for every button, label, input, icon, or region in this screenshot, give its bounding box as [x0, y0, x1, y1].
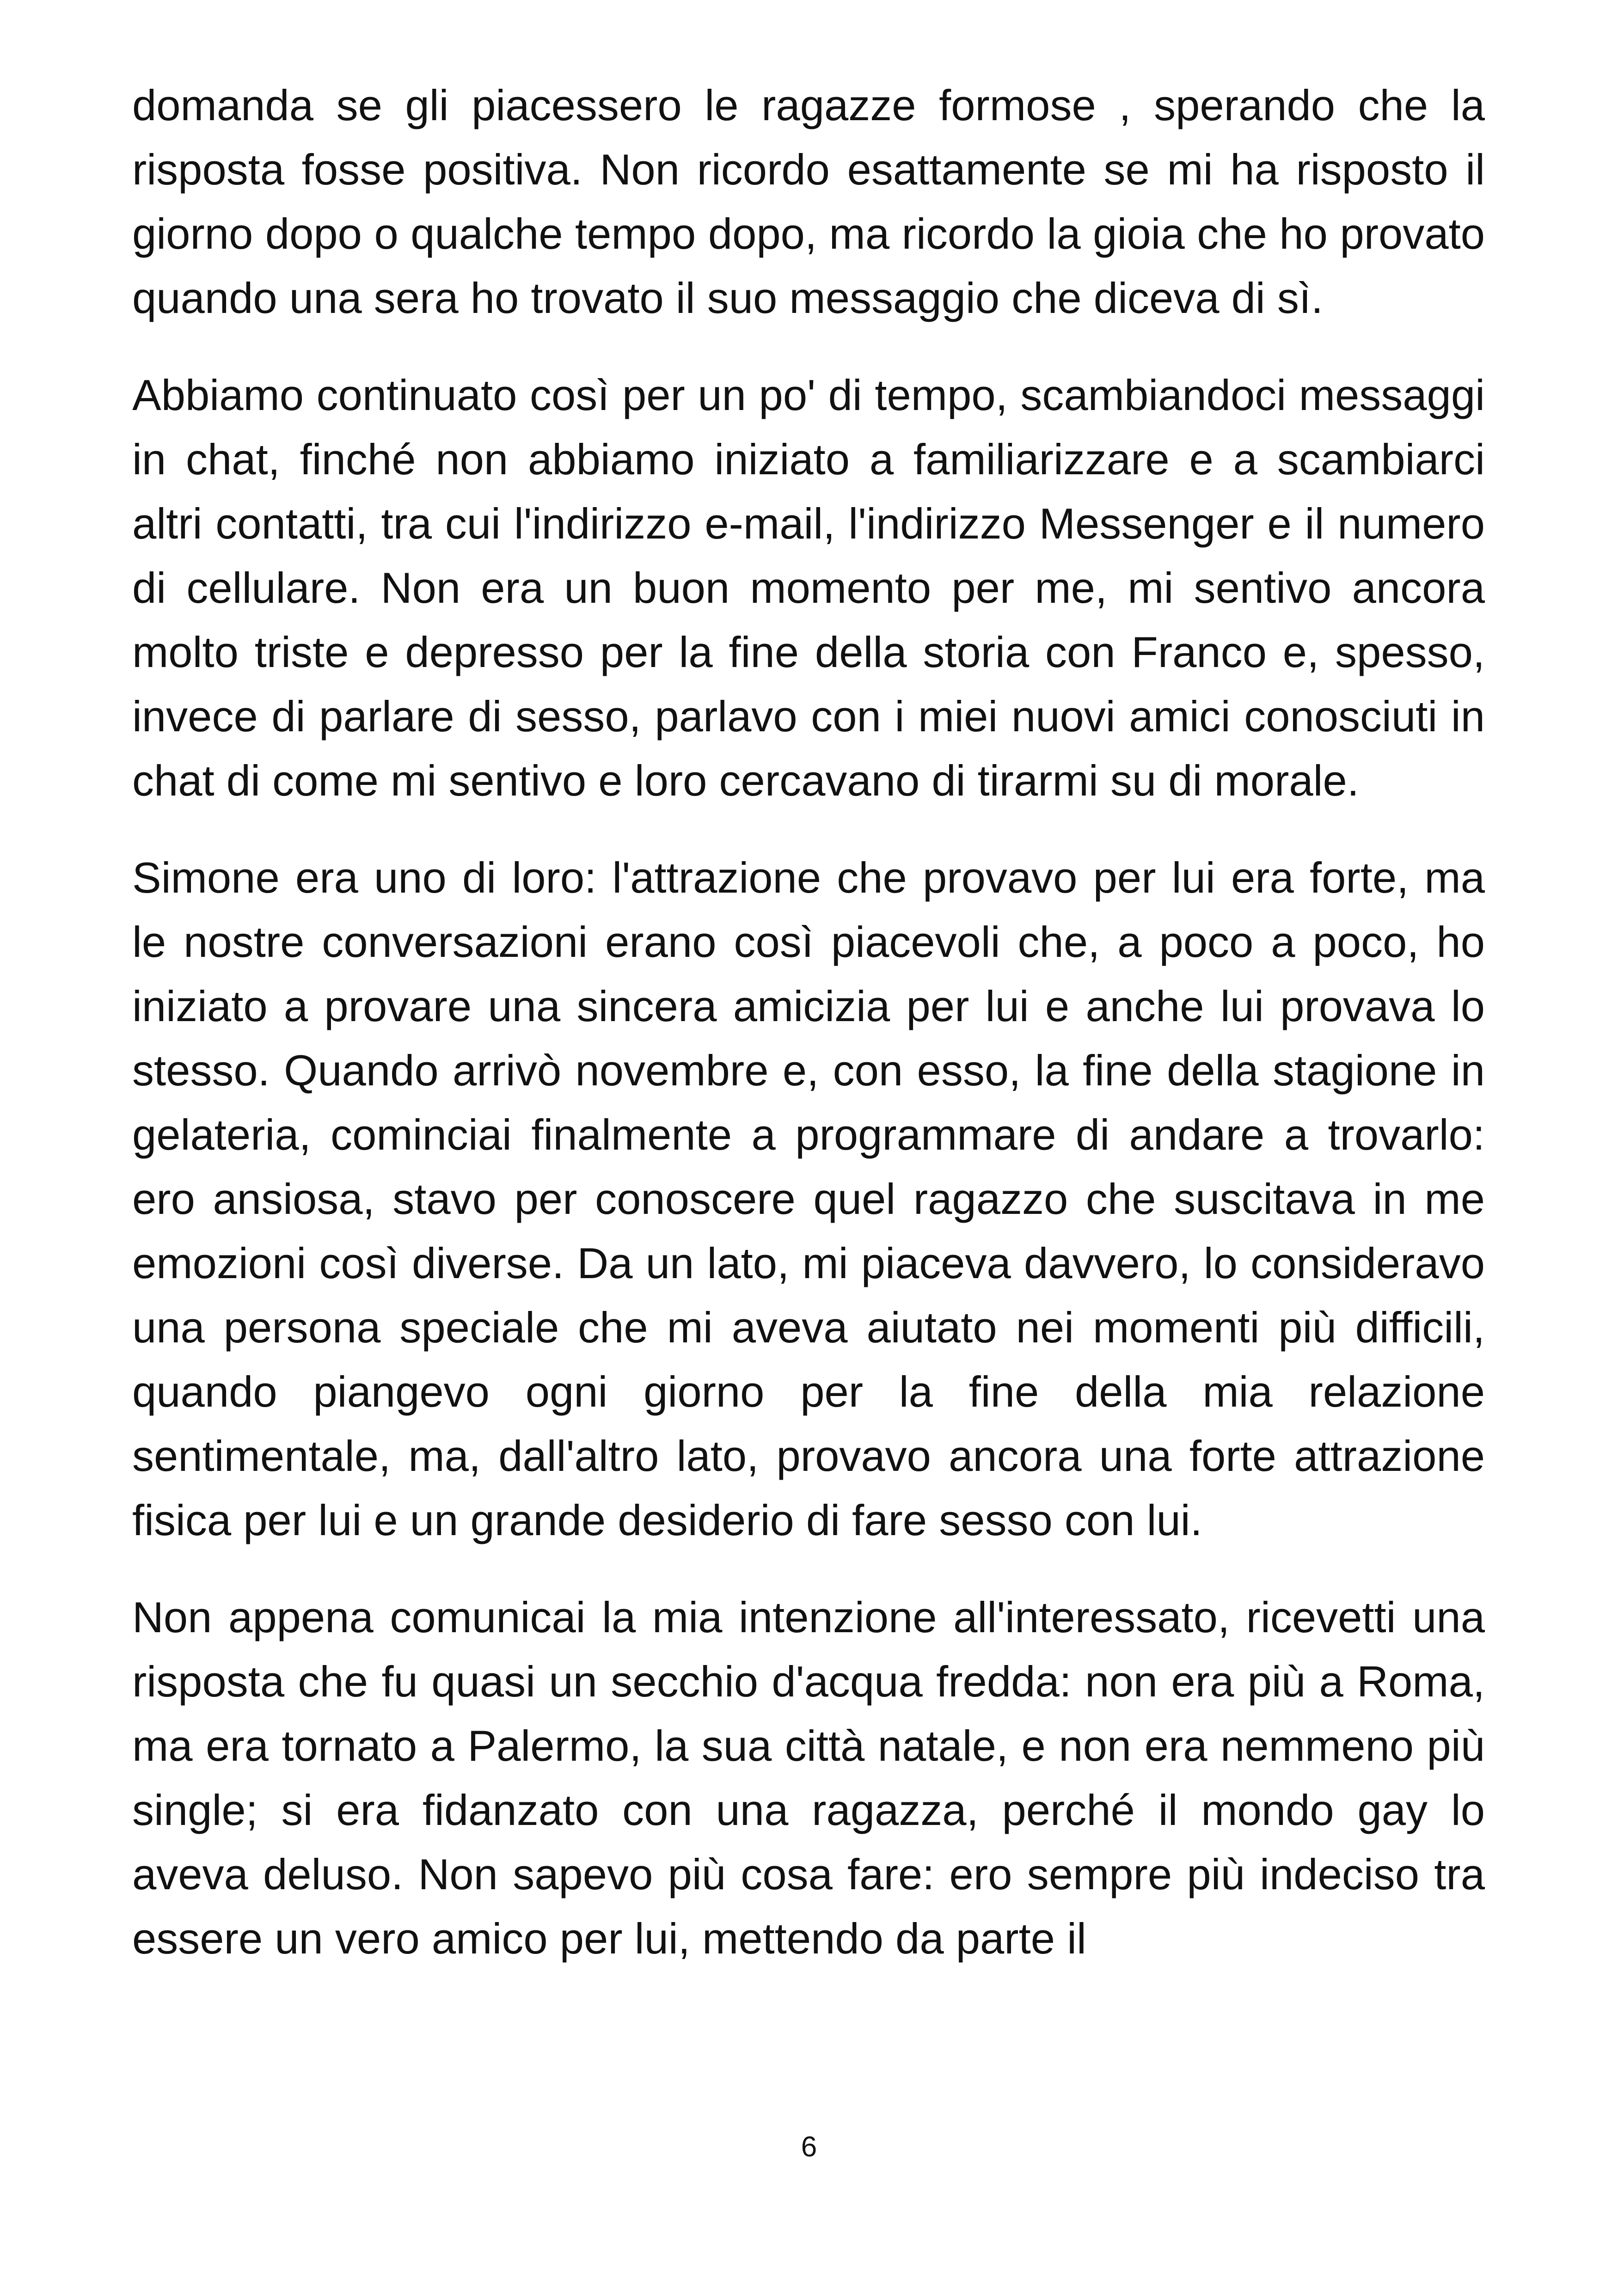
- page-number: 6: [801, 2131, 817, 2163]
- body-text: [132, 73, 1485, 1971]
- paragraph-3: Simone era uno di loro: l'attrazione che provavo per lui era forte, ma le nostre conversazioni erano così piacevoli che, a poco a poco, ho iniziato a provare una sincera amicizia per lui e anche lui provava lo stesso. Quando arrivò novembre e, con esso, la fine della stagione in gelateria, cominciai finalmente a programmare di andare a trovarlo: ero ansiosa, stavo per conoscere quel ragazzo che suscitava in me emozioni così diverse. Da un lato, mi piaceva davvero, lo consideravo una persona speciale che mi aveva aiutato nei momenti più difficili, quando piangevo ogni giorno per la fine della mia relazione sentimentale, ma, dall'altro lato, provavo ancora una forte attrazione fisica per lui e un grande desiderio di fare sesso con lui.: [132, 853, 1485, 1544]
- paragraph-2: Abbiamo continuato così per un po' di tempo, scambiandoci messaggi in chat, finché non abbiamo iniziato a familiarizzare e a scambiarci altri contatti, tra cui l'indirizzo e-mail, l'indirizzo Messenger e il numero di cellulare. Non era un buon momento per me, mi sentivo ancora molto triste e depresso per la fine della storia con Franco e, spesso, invece di parlare di sesso, parlavo con i miei nuovi amici conosciuti in chat di come mi sentivo e loro cercavano di tirarmi su di morale.: [132, 371, 1485, 805]
- paragraph-4: Non appena comunicai la mia intenzione all'interessato, ricevetti una risposta che fu quasi un secchio d'acqua fredda: non era più a Roma, ma era tornato a Palermo, la sua città natale, e non era nemmeno più single; si era fidanzato con una ragazza, perché il mondo gay lo aveva deluso. Non sapevo più cosa fare: ero sempre più indeciso tra essere un vero amico per lui, mettendo da parte il: [132, 1593, 1485, 1963]
- paragraph-1: domanda se gli piacessero le ragazze formose , sperando che la risposta fosse positiva. Non ricordo esattamente se mi ha risposto il giorno dopo o qualche tempo dopo, ma ricordo la gioia che ho provato quando una sera ho trovato il suo messaggio che diceva di sì.: [132, 81, 1485, 322]
